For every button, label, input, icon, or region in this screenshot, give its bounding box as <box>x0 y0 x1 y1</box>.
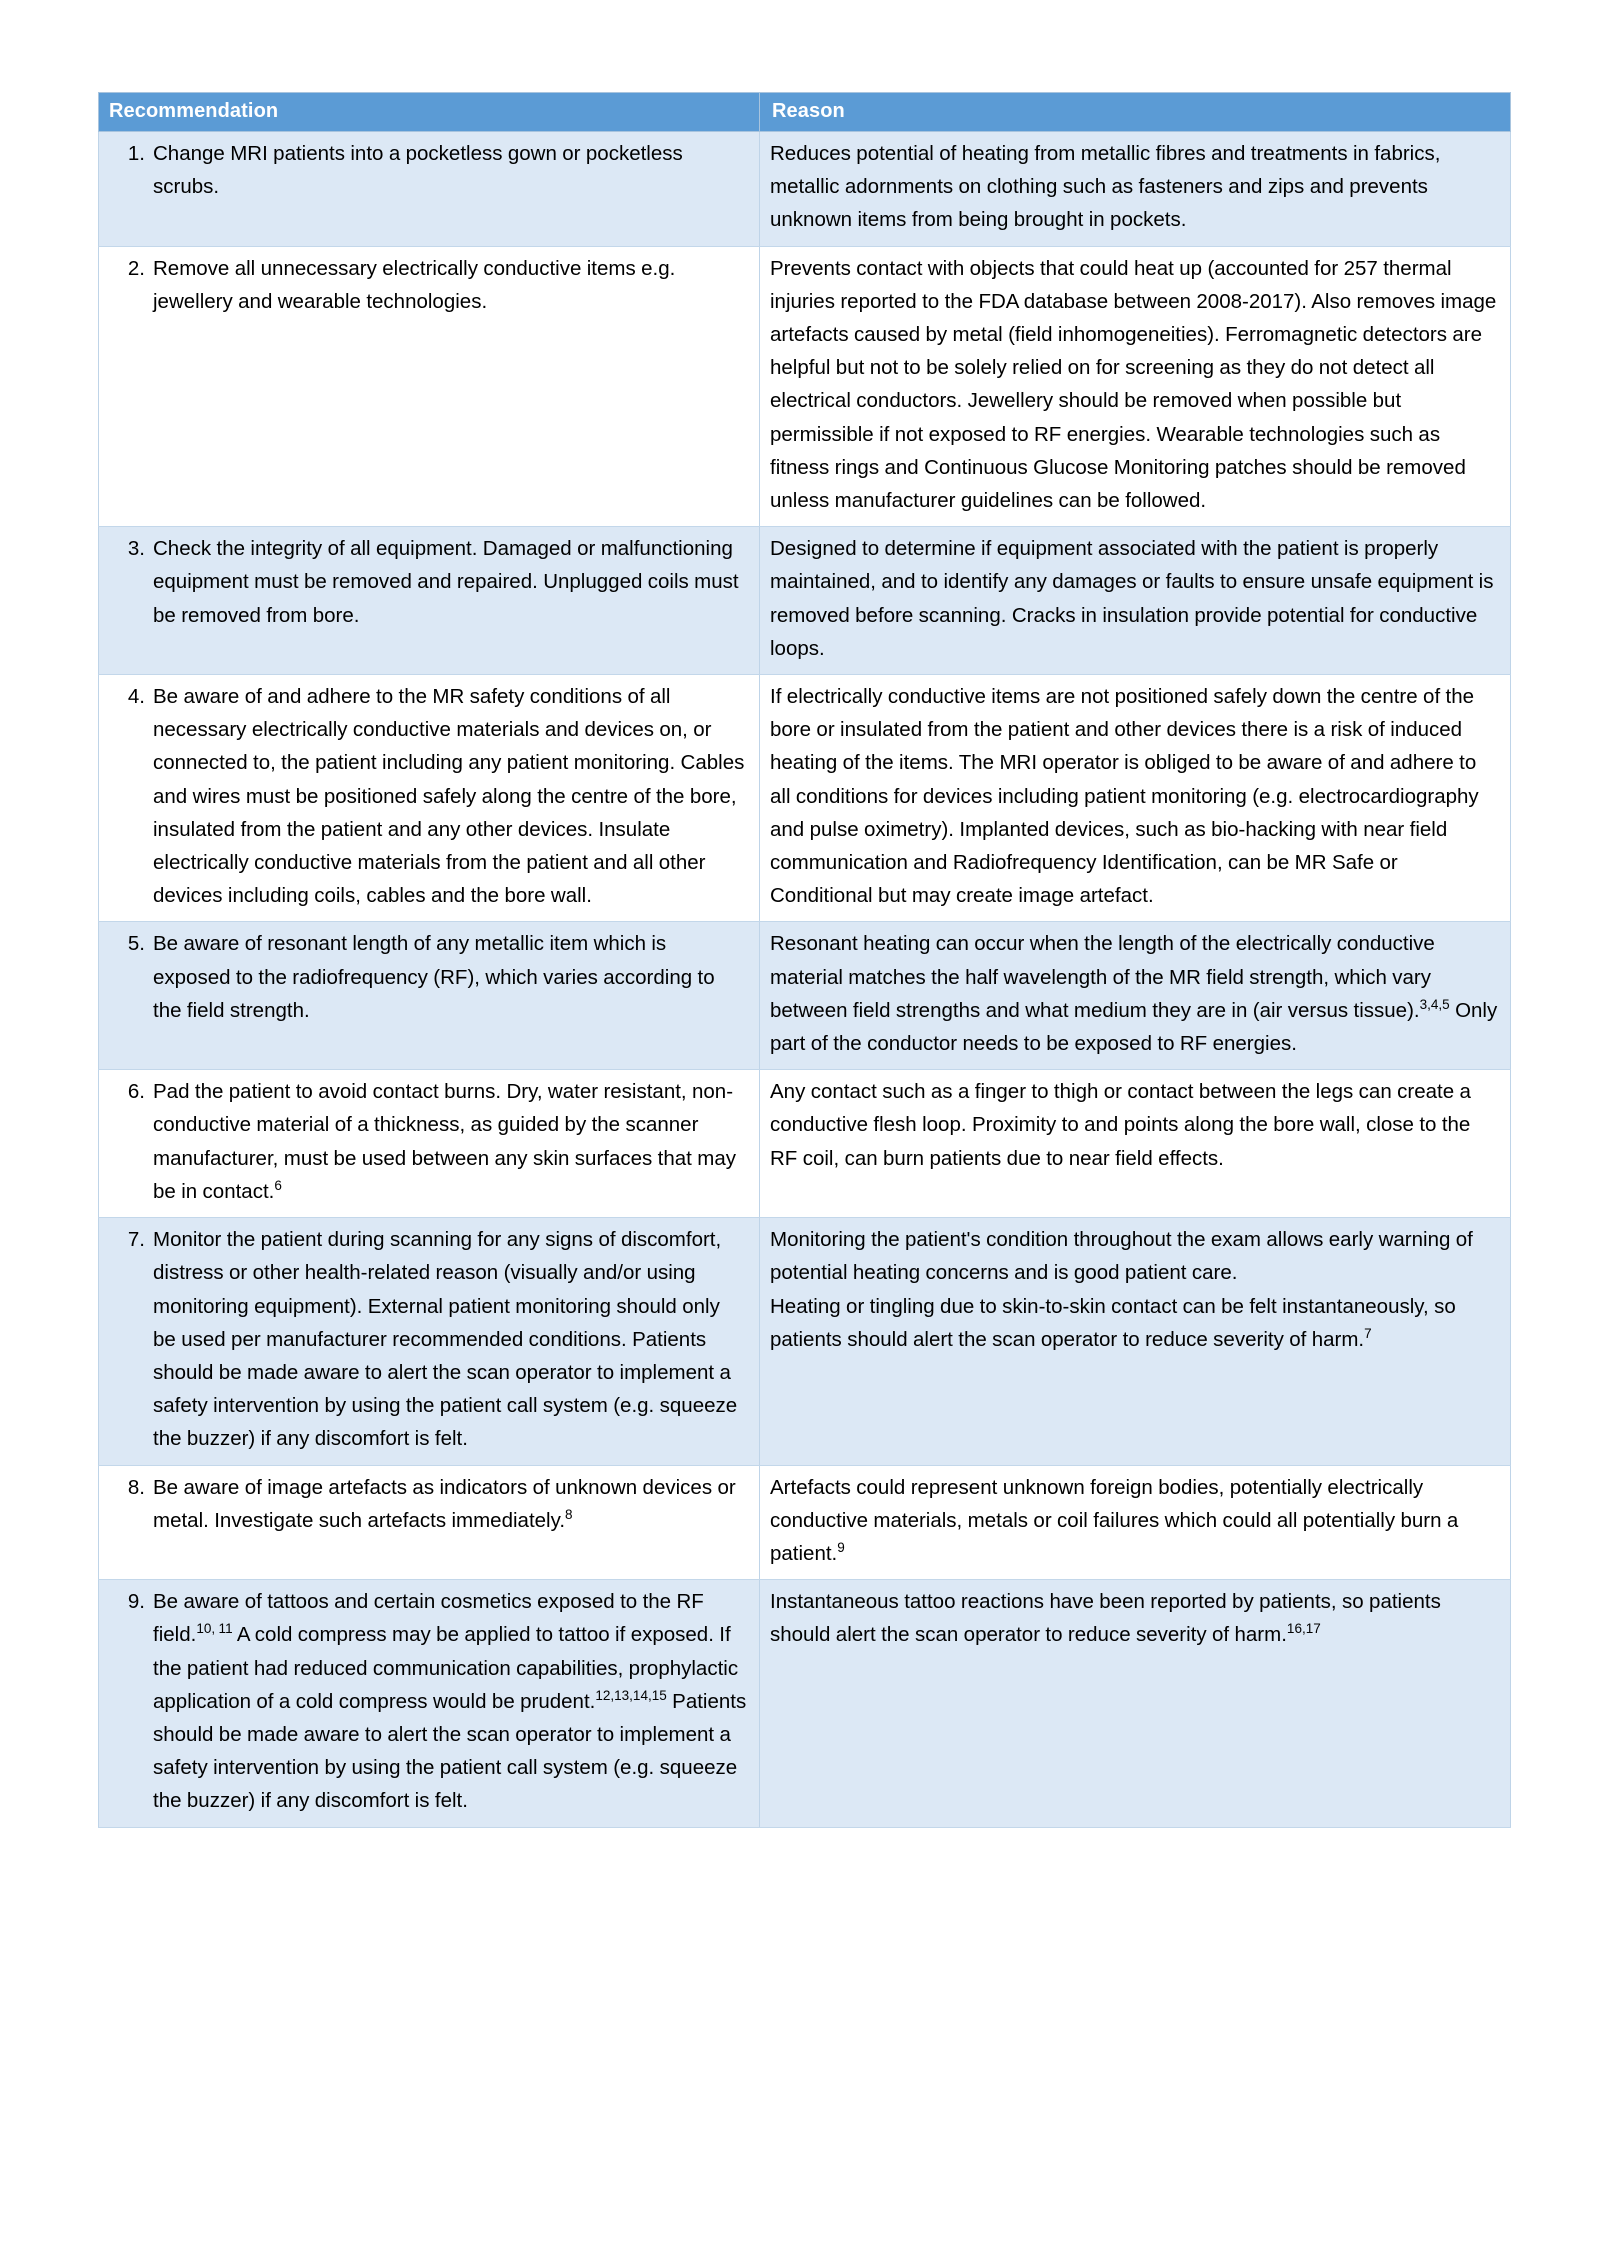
recommendation-cell <box>99 1465 760 1580</box>
table-row <box>99 1218 1511 1465</box>
recommendation-content <box>109 252 747 318</box>
table-row <box>99 246 1511 527</box>
reason-cell <box>760 675 1511 922</box>
table-row <box>99 132 1511 247</box>
recommendation-text: Be aware of tattoos and certain cosmetics exposed to the RF field.$^{10, 11}$ A cold compress may be applied to tattoo if exposed. If the patient had reduced communication capabilities, prophylactic application of a cold compress would be prudent.$^{12,13,14,15}$ Patients should be made aware to alert the scan operator to implement a safety intervention by using the patient call system (e.g. squeeze the buzzer) if any discomfort is felt. <box>153 1590 747 1813</box>
reason-cell <box>760 922 1511 1070</box>
recommendation-reason-table <box>98 92 1511 1828</box>
recommendation-cell <box>99 246 760 527</box>
reason-text: If electrically conductive items are not positioned safely down the centre of the bore or insulated from the patient and other devices there is a risk of induced heating of the items. The MRI operator is obliged to be aware of and adhere to all conditions for devices including patient monitoring (e.g. electrocardiography and pulse oximetry). Implanted devices, such as bio-hacking with near field communication and Radiofrequency Identification, can be MR Safe or Conditional but may create image artefact. <box>770 685 1479 908</box>
reason-cell <box>760 1218 1511 1465</box>
recommendation-cell <box>99 922 760 1070</box>
citation-superscript: 8 <box>565 1506 573 1522</box>
recommendation-content <box>109 1075 747 1208</box>
recommendation-text: Be aware of resonant length of any metallic item which is exposed to the radiofrequency (RF), which varies according to the field strength. <box>153 932 715 1022</box>
recommendation-cell <box>99 527 760 675</box>
reason-cell <box>760 132 1511 247</box>
recommendation-text: Be aware of and adhere to the MR safety conditions of all necessary electrically conductive materials and devices on, or connected to, the patient including any patient monitoring. Cables and wires must be positioned safely along the centre of the bore, insulated from the patient and any other devices. Insulate electrically conductive materials from the patient and all other devices including coils, cables and the bore wall. <box>153 685 745 908</box>
recommendation-number: 5. <box>127 932 145 956</box>
citation-superscript: 6 <box>274 1178 282 1194</box>
table-header <box>99 93 1511 132</box>
recommendation-content <box>109 927 747 1027</box>
reason-cell <box>760 527 1511 675</box>
recommendation-cell <box>99 1070 760 1218</box>
reason-text: Any contact such as a finger to thigh or contact between the legs can create a conductive flesh loop. Proximity to and points along the bore wall, close to the RF coil, can burn patients due to near field effects. <box>770 1080 1471 1170</box>
reason-cell <box>760 246 1511 527</box>
recommendation-cell <box>99 675 760 922</box>
recommendation-content <box>109 1585 747 1817</box>
citation-superscript: 10, 11 <box>196 1621 233 1637</box>
recommendation-text: Be aware of image artefacts as indicators of unknown devices or metal. Investigate such artefacts immediately.$^8$ <box>153 1475 736 1532</box>
citation-superscript: 16,17 <box>1286 1621 1321 1637</box>
column-header-reason: Reason <box>760 93 1511 132</box>
recommendation-number: 6. <box>127 1080 145 1104</box>
recommendation-number: 8. <box>127 1475 145 1499</box>
citation-superscript: 12,13,14,15 <box>595 1687 667 1703</box>
reason-text: Monitoring the patient's condition throughout the exam allows early warning of potential heating concerns and is good patient care. Heating or tingling due to skin-to-skin contact can be felt instantaneously, so patients should alert the scan operator to reduce severity of harm.$^7$ <box>770 1228 1473 1351</box>
recommendation-content <box>109 137 747 203</box>
citation-superscript: 9 <box>837 1540 845 1556</box>
table-body <box>99 132 1511 1828</box>
recommendation-text: Monitor the patient during scanning for any signs of discomfort, distress or other health-related reason (visually and/or using monitoring equipment). External patient monitoring should only be used per manufacturer recommended conditions. Patients should be made aware to alert the scan operator to implement a safety intervention by using the patient call system (e.g. squeeze the buzzer) if any discomfort is felt. <box>153 1228 738 1451</box>
recommendation-content <box>109 1471 747 1537</box>
recommendation-content <box>109 680 747 912</box>
reason-text: Resonant heating can occur when the length of the electrically conductive material matches the half wavelength of the MR field strength, which vary between field strengths and what medium they are in (air versus tissue).$^{3,4,5}$ Only part of the conductor needs to be exposed to RF energies. <box>770 932 1498 1056</box>
recommendation-cell <box>99 1218 760 1465</box>
recommendation-content <box>109 1223 747 1455</box>
recommendation-number: 9. <box>127 1590 145 1614</box>
table-header-row <box>99 93 1511 132</box>
column-header-recommendation: Recommendation <box>99 93 760 132</box>
reason-text: Artefacts could represent unknown foreign bodies, potentially electrically conductive materials, metals or coil failures which could all potentially burn a patient.$^9$ <box>770 1475 1459 1565</box>
table-row <box>99 527 1511 675</box>
citation-superscript: 3,4,5 <box>1419 997 1450 1013</box>
table-row <box>99 1070 1511 1218</box>
recommendation-number: 4. <box>127 685 145 709</box>
recommendation-number: 2. <box>127 256 145 280</box>
reason-text: Reduces potential of heating from metallic fibres and treatments in fabrics, metallic adornments on clothing such as fasteners and zips and prevents unknown items from being brought in pockets. <box>770 142 1441 232</box>
recommendation-table-container <box>98 92 1510 1828</box>
citation-superscript: 7 <box>1364 1325 1372 1341</box>
recommendation-cell <box>99 132 760 247</box>
table-row <box>99 1580 1511 1827</box>
recommendation-text: Check the integrity of all equipment. Damaged or malfunctioning equipment must be removed and repaired. Unplugged coils must be removed from bore. <box>153 537 739 627</box>
reason-cell <box>760 1465 1511 1580</box>
recommendation-number: 1. <box>127 142 145 165</box>
reason-cell <box>760 1580 1511 1827</box>
table-row <box>99 1465 1511 1580</box>
table-row <box>99 675 1511 922</box>
reason-text: Prevents contact with objects that could heat up (accounted for 257 thermal injuries reported to the FDA database between 2008-2017). Also removes image artefacts caused by metal (field inhomogeneities). Ferromagnetic detectors are helpful but not to be solely relied on for screening as they do not detect all electrical conductors. Jewellery should be removed when possible but permissible if not exposed to RF energies. Wearable technologies such as fitness rings and Continuous Glucose Monitoring patches should be removed unless manufacturer guidelines can be followed. <box>770 256 1497 513</box>
recommendation-content <box>109 532 747 632</box>
recommendation-text: Change MRI patients into a pocketless gown or pocketless scrubs. <box>153 142 683 199</box>
recommendation-number: 3. <box>127 537 145 561</box>
reason-cell <box>760 1070 1511 1218</box>
reason-text: Designed to determine if equipment associated with the patient is properly maintained, and to identify any damages or faults to ensure unsafe equipment is removed before scanning. Cracks in insulation provide potential for conductive loops. <box>770 537 1494 660</box>
reason-text: Instantaneous tattoo reactions have been reported by patients, so patients should alert the scan operator to reduce severity of harm.$^{16,17}$ <box>770 1590 1441 1647</box>
recommendation-number: 7. <box>127 1228 145 1252</box>
recommendation-text: Pad the patient to avoid contact burns. Dry, water resistant, non-conductive material of a thickness, as guided by the scanner manufacturer, must be used between any skin surfaces that may be in contact.$^6$ <box>153 1080 736 1203</box>
recommendation-text: Remove all unnecessary electrically conductive items e.g. jewellery and wearable technologies. <box>153 256 676 313</box>
table-row <box>99 922 1511 1070</box>
recommendation-cell <box>99 1580 760 1827</box>
